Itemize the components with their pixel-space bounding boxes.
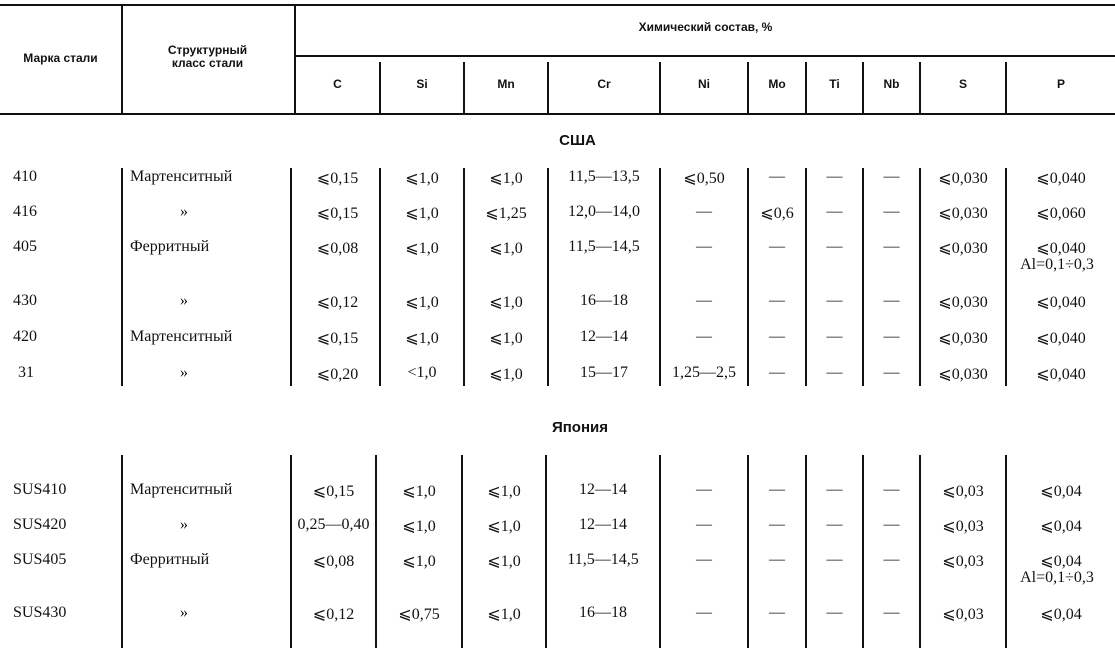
- cell-c: [292, 604, 375, 624]
- cell-value: ⩽0,08: [312, 553, 355, 570]
- body-divider: [805, 168, 807, 386]
- cell-c: [292, 551, 375, 571]
- cell-value: ⩽0,15: [316, 170, 359, 187]
- cell-cr: [549, 364, 659, 382]
- cell-ti: [807, 238, 862, 256]
- cell-value: —: [696, 551, 712, 568]
- cell-si: [381, 292, 463, 312]
- cell-mo: [749, 604, 805, 622]
- cell-mn: [463, 551, 545, 571]
- cell-value: ⩽0,6: [760, 205, 794, 222]
- cell-ti: [807, 364, 862, 382]
- header-el-p: P: [1056, 77, 1065, 91]
- cell-cr: [549, 238, 659, 256]
- cell-value: —: [883, 328, 900, 345]
- cell-value: ⩽1,0: [405, 294, 439, 311]
- cell-value: —: [769, 551, 785, 568]
- cell-cr: [549, 168, 659, 186]
- cell-p: [1007, 168, 1115, 188]
- cell-mo: [749, 328, 805, 346]
- cell-value: ⩽0,030: [938, 240, 988, 257]
- cell-p: [1007, 516, 1115, 536]
- cell-value: —: [769, 328, 785, 345]
- cell-c: [296, 203, 379, 223]
- cell-value: ⩽0,040: [1036, 330, 1086, 347]
- cell-si: [381, 203, 463, 223]
- cell-value: ⩽1,0: [487, 553, 521, 570]
- cell-value: 16—18: [579, 604, 627, 621]
- cell-value: ⩽1,0: [489, 366, 523, 383]
- cell-mn: [465, 364, 547, 384]
- body-divider: [919, 168, 921, 386]
- cell-p: [1007, 481, 1115, 501]
- cell-value: —: [769, 604, 785, 621]
- cell-ti: [807, 481, 862, 499]
- cell-grade: SUS420: [13, 516, 67, 533]
- cell-mo: [749, 481, 805, 499]
- cell-c: [296, 364, 379, 384]
- cell-cr: [547, 604, 659, 622]
- cell-value: ⩽0,12: [316, 294, 359, 311]
- cell-value: ⩽1,0: [489, 294, 523, 311]
- cell-value: —: [826, 328, 843, 345]
- cell-mn: [465, 203, 547, 223]
- cell-ni: [661, 481, 747, 499]
- body-divider: [121, 168, 123, 386]
- cell-p: [1007, 292, 1115, 312]
- cell-value: ⩽1,0: [405, 205, 439, 222]
- header-el-mn: Mn: [497, 77, 515, 91]
- cell-value: —: [826, 516, 843, 533]
- header-el-cr: Cr: [597, 77, 611, 91]
- cell-value: ⩽0,03: [942, 606, 984, 623]
- cell-si: [381, 238, 463, 258]
- cell-value: —: [883, 516, 900, 533]
- cell-mn: [463, 481, 545, 501]
- header-el-c: C: [333, 77, 342, 91]
- cell-value: 12,0—14,0: [568, 203, 640, 220]
- cell-class: Мартенситный: [130, 328, 233, 345]
- body-divider: [1005, 168, 1007, 386]
- body-divider: [862, 168, 864, 386]
- cell-value: ⩽0,030: [938, 294, 988, 311]
- cell-value: —: [826, 203, 843, 220]
- cell-nb: [864, 203, 919, 221]
- cell-nb: [864, 238, 919, 256]
- cell-ni: [661, 168, 747, 188]
- cell-value: ⩽0,03: [942, 518, 984, 535]
- cell-class: »: [180, 516, 188, 533]
- cell-mo: [749, 203, 805, 223]
- cell-value: ⩽1,0: [489, 240, 523, 257]
- cell-p: [1007, 238, 1115, 272]
- cell-value: ⩽0,030: [938, 170, 988, 187]
- body-divider: [463, 168, 465, 386]
- cell-value: ⩽0,03: [942, 483, 984, 500]
- cell-s: [921, 481, 1005, 501]
- cell-ni: [661, 292, 747, 310]
- cell-nb: [864, 604, 919, 622]
- cell-si: [377, 551, 461, 571]
- cell-mo: [749, 238, 805, 256]
- cell-value: ⩽0,15: [316, 330, 359, 347]
- cell-value: —: [769, 292, 785, 309]
- cell-ti: [807, 328, 862, 346]
- section-title-japan: Япония: [551, 419, 609, 436]
- cell-value: —: [696, 292, 712, 309]
- body-divider: [121, 455, 123, 648]
- cell-value: —: [883, 203, 900, 220]
- cell-p: [1007, 203, 1115, 223]
- header-el-mo: Mo: [768, 77, 786, 91]
- cell-value: ⩽1,0: [405, 330, 439, 347]
- cell-value: ⩽1,0: [489, 330, 523, 347]
- cell-nb: [864, 516, 919, 534]
- header-el-ti: Ti: [829, 77, 840, 91]
- cell-s: [921, 516, 1005, 536]
- cell-value: ⩽1,0: [405, 170, 439, 187]
- cell-value: —: [696, 516, 712, 533]
- cell-mn: [463, 516, 545, 536]
- cell-value: ⩽0,04: [1040, 606, 1082, 623]
- cell-nb: [864, 168, 919, 186]
- cell-value: —: [769, 364, 785, 381]
- cell-value: ⩽0,15: [312, 483, 355, 500]
- cell-grade: SUS410: [13, 481, 67, 498]
- cell-ni: [661, 238, 747, 256]
- cell-value: —: [769, 516, 785, 533]
- cell-value: ⩽0,15: [316, 205, 359, 222]
- cell-mo: [749, 364, 805, 382]
- cell-value: 1,25—2,5: [672, 364, 736, 381]
- cell-si: [381, 168, 463, 188]
- cell-value: ⩽0,030: [938, 205, 988, 222]
- cell-grade: 420: [13, 328, 37, 345]
- cell-cr: [547, 516, 659, 534]
- cell-mo: [749, 168, 805, 186]
- cell-mn: [465, 238, 547, 258]
- cell-value: —: [826, 292, 843, 309]
- header-el-si: Si: [416, 77, 428, 91]
- body-divider: [747, 168, 749, 386]
- cell-mo: [749, 516, 805, 534]
- cell-value: —: [826, 238, 843, 255]
- cell-mo: [749, 551, 805, 569]
- cell-value: —: [696, 604, 712, 621]
- cell-grade: 31: [18, 364, 34, 381]
- cell-mn: [465, 328, 547, 348]
- cell-note: Al=0,1÷0,3: [1020, 256, 1094, 273]
- cell-c: [296, 292, 379, 312]
- header-el-ni: Ni: [698, 77, 710, 91]
- cell-grade: SUS405: [13, 551, 67, 568]
- cell-cr: [549, 328, 659, 346]
- cell-nb: [864, 551, 919, 569]
- cell-si: [381, 328, 463, 348]
- cell-value: ⩽1,0: [487, 518, 521, 535]
- cell-cr: [549, 203, 659, 221]
- cell-value: 15—17: [580, 364, 628, 381]
- cell-value: 11,5—14,5: [568, 238, 640, 255]
- cell-ni: [661, 516, 747, 534]
- cell-value: ⩽1,0: [402, 553, 436, 570]
- cell-p: [1007, 551, 1115, 585]
- cell-c: [292, 516, 375, 534]
- cell-c: [292, 481, 375, 501]
- cell-value: —: [883, 604, 900, 621]
- cell-value: ⩽1,25: [485, 205, 527, 222]
- cell-value: —: [769, 238, 785, 255]
- cell-s: [921, 203, 1005, 223]
- cell-ti: [807, 203, 862, 221]
- cell-class: »: [180, 292, 188, 309]
- cell-grade: 430: [13, 292, 37, 309]
- cell-value: ⩽1,0: [487, 606, 521, 623]
- table-top-rule: [0, 4, 1115, 6]
- cell-value: ⩽0,040: [1036, 366, 1086, 383]
- cell-value: ⩽0,03: [942, 553, 984, 570]
- cell-ni: [661, 328, 747, 346]
- cell-value: —: [826, 481, 843, 498]
- cell-value: 0,25—0,40: [297, 516, 370, 533]
- cell-class: Мартенситный: [130, 481, 233, 498]
- cell-value: 12—14: [579, 481, 627, 498]
- cell-class: Ферритный: [130, 238, 210, 255]
- cell-value: —: [769, 481, 785, 498]
- cell-s: [921, 168, 1005, 188]
- cell-cr: [549, 292, 659, 310]
- cell-nb: [864, 328, 919, 346]
- cell-ti: [807, 516, 862, 534]
- cell-c: [296, 168, 379, 188]
- cell-grade: 405: [13, 238, 37, 255]
- cell-class: »: [180, 203, 188, 220]
- cell-s: [921, 292, 1005, 312]
- cell-p: [1007, 604, 1115, 624]
- cell-class: Ферритный: [130, 551, 210, 568]
- cell-value: —: [883, 481, 900, 498]
- cell-si: [381, 364, 463, 382]
- cell-value: ⩽0,20: [316, 366, 359, 383]
- cell-mn: [463, 604, 545, 624]
- cell-value: ⩽0,75: [398, 606, 440, 623]
- cell-value: ⩽1,0: [487, 483, 521, 500]
- cell-value: ⩽1,0: [489, 170, 523, 187]
- cell-value: 11,5—14,5: [567, 551, 639, 568]
- cell-value: —: [883, 238, 900, 255]
- composition-rule: [296, 55, 1115, 57]
- cell-value: 12—14: [579, 516, 627, 533]
- cell-value: ⩽0,030: [938, 330, 988, 347]
- header-el-nb: Nb: [883, 77, 900, 91]
- cell-s: [921, 604, 1005, 624]
- cell-p: [1007, 364, 1115, 384]
- cell-mn: [465, 168, 547, 188]
- cell-ni: [661, 364, 747, 382]
- cell-s: [921, 551, 1005, 571]
- cell-value: 12—14: [580, 328, 628, 345]
- cell-value: ⩽0,12: [312, 606, 355, 623]
- cell-value: ⩽0,030: [938, 366, 988, 383]
- cell-nb: [864, 481, 919, 499]
- cell-value: ⩽1,0: [402, 483, 436, 500]
- cell-value: —: [883, 364, 900, 381]
- cell-value: ⩽0,060: [1036, 205, 1086, 222]
- cell-value: ⩽0,040: [1036, 294, 1086, 311]
- section-title-usa: США: [559, 132, 596, 149]
- cell-ti: [807, 604, 862, 622]
- cell-note: Al=0,1÷0,3: [1020, 569, 1094, 586]
- cell-p: [1007, 328, 1115, 348]
- cell-ni: [661, 551, 747, 569]
- body-divider: [379, 168, 381, 386]
- body-divider: [659, 168, 661, 386]
- body-divider: [290, 168, 292, 386]
- body-divider: [547, 168, 549, 386]
- cell-si: [377, 481, 461, 501]
- cell-grade: SUS430: [13, 604, 67, 621]
- cell-cr: [547, 481, 659, 499]
- cell-value: ⩽0,50: [683, 170, 725, 187]
- cell-value: <1,0: [407, 364, 437, 381]
- header-class: Структурный класс стали: [167, 43, 248, 70]
- cell-c: [296, 328, 379, 348]
- cell-value: ⩽0,08: [316, 240, 359, 257]
- cell-nb: [864, 364, 919, 382]
- cell-class: »: [180, 604, 188, 621]
- cell-value: —: [696, 238, 712, 255]
- cell-si: [377, 516, 461, 536]
- cell-value: 11,5—13,5: [568, 168, 640, 185]
- cell-value: —: [883, 292, 900, 309]
- cell-value: —: [883, 168, 900, 185]
- cell-value: —: [826, 364, 843, 381]
- cell-value: ⩽0,040: [1036, 170, 1086, 187]
- header-el-s: S: [958, 77, 967, 91]
- cell-value: ⩽0,040: [1036, 240, 1086, 257]
- cell-ti: [807, 292, 862, 310]
- cell-value: ⩽1,0: [405, 240, 439, 257]
- cell-value: ⩽0,04: [1040, 553, 1082, 570]
- header-grade: Марка стали: [23, 51, 98, 65]
- cell-grade: 416: [13, 203, 37, 220]
- cell-cr: [547, 551, 659, 569]
- cell-value: 16—18: [580, 292, 628, 309]
- cell-value: —: [696, 481, 712, 498]
- cell-value: —: [826, 168, 843, 185]
- cell-value: —: [769, 168, 785, 185]
- cell-c: [296, 238, 379, 258]
- cell-ti: [807, 551, 862, 569]
- header-bottom-rule: [0, 113, 1115, 115]
- cell-s: [921, 238, 1005, 258]
- cell-value: —: [826, 604, 843, 621]
- cell-mo: [749, 292, 805, 310]
- cell-s: [921, 328, 1005, 348]
- cell-value: ⩽1,0: [402, 518, 436, 535]
- cell-value: ⩽0,04: [1040, 483, 1082, 500]
- cell-value: —: [883, 551, 900, 568]
- cell-ti: [807, 168, 862, 186]
- cell-ni: [661, 203, 747, 221]
- cell-grade: 410: [13, 168, 37, 185]
- cell-class: »: [180, 364, 188, 381]
- cell-ni: [661, 604, 747, 622]
- cell-value: —: [696, 328, 712, 345]
- cell-value: —: [826, 551, 843, 568]
- cell-value: ⩽0,04: [1040, 518, 1082, 535]
- cell-si: [377, 604, 461, 624]
- header-divider: [121, 6, 123, 113]
- cell-nb: [864, 292, 919, 310]
- cell-value: —: [696, 203, 712, 220]
- cell-s: [921, 364, 1005, 384]
- header-composition: Химический состав, %: [638, 20, 773, 34]
- cell-class: Мартенситный: [130, 168, 233, 185]
- cell-mn: [465, 292, 547, 312]
